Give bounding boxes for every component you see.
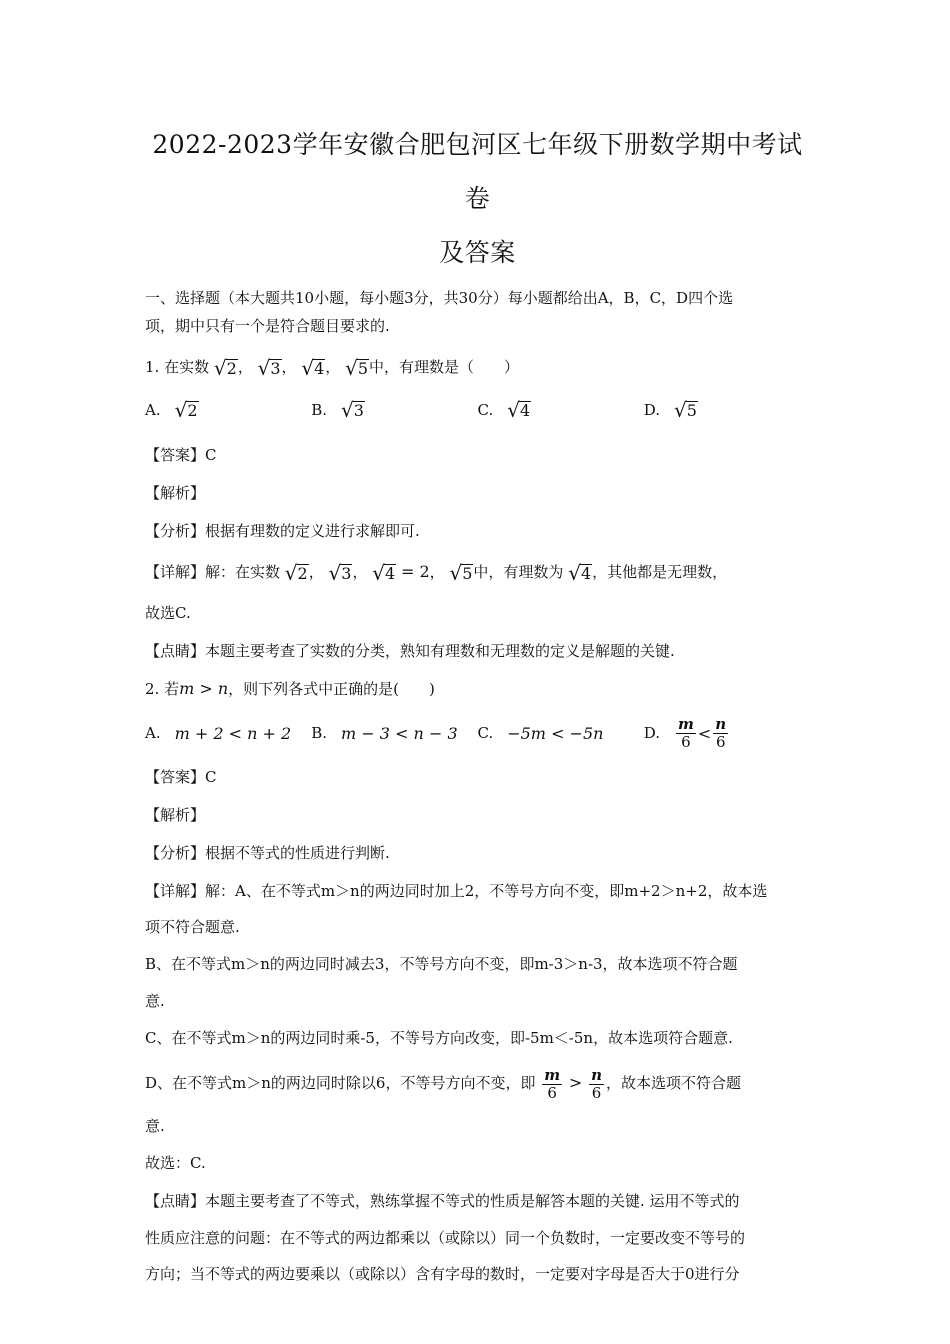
q1-jiexi: 【解析】 (145, 484, 206, 502)
q2-options (145, 708, 810, 758)
doc-title-line2: 及答案 (439, 238, 516, 267)
q2-detail-a-line2: 项不符合题意. (145, 918, 240, 936)
q2-dianjing-line1: 【点睛】本题主要考查了不等式，熟练掌握不等式的性质是解答本题的关键. 运用不等式的 (145, 1192, 740, 1210)
q1-option-b[interactable]: B. √ 3 (311, 398, 364, 422)
sqrt-3: √ 3 (257, 356, 281, 380)
q2-detail-d-line2: 意. (145, 1117, 165, 1135)
q1-stem: 1. 在实数 √ 2 ， √ 3 ， √ 4 ， √ 5 中，有理数是（ ） (145, 356, 520, 380)
section1-heading-line2: 项，期中只有一个是符合题目要求的. (145, 317, 390, 335)
q2-detail-b-line1: B、在不等式m＞n的两边同时减去3，不等号方向不变，即m-3＞n-3，故本选项不符合题 (145, 955, 738, 973)
q1-dianjing: 【点睛】本题主要考查了实数的分类，熟知有理数和无理数的定义是解题的关键. (145, 642, 675, 660)
q2-stem: 2. 若m > n，则下列各式中正确的是( ) (145, 679, 435, 698)
q1-detail: 【详解】解：在实数 √ 2 ， √ 3 ， √ 4 = 2， √ 5 中，有理数为 √ 4 ，其他都是无理数， (145, 561, 728, 585)
doc-title-line1: 2022-2023学年安徽合肥包河区七年级下册数学期中考试卷 (152, 130, 803, 213)
q1-fenxi: 【分析】根据有理数的定义进行求解即可. (145, 522, 420, 540)
q2-option-b[interactable]: B. m − 3 < n − 3 (311, 723, 458, 743)
q1-option-d[interactable]: D. √ 5 (643, 398, 697, 422)
section1-heading-line1: 一、选择题（本大题共10小题，每小题3分，共30分）每小题都给出A，B，C，D四个选 (145, 289, 734, 307)
document-page (145, 118, 810, 1292)
q2-detail-a-line1: 【详解】解：A、在不等式m＞n的两边同时加上2，不等号方向不变，即m+2＞n+2，故本选 (145, 882, 768, 900)
q2-detail-d-line1: D、在不等式m＞n的两边同时除以6，不等号方向不变，即 $\frac{m}{6}$ > $\frac{n}{6}$ ，故本选项不符合题 (145, 1066, 742, 1102)
q1-options (145, 390, 810, 430)
q1-conclusion: 故选C. (145, 604, 191, 622)
q2-conclusion: 故选：C. (145, 1154, 206, 1172)
q1-answer: 【答案】C (145, 446, 217, 464)
q2-fenxi: 【分析】根据不等式的性质进行判断. (145, 844, 390, 862)
q2-option-c[interactable]: C. −5m < −5n (477, 723, 604, 743)
q2-dianjing-line3: 方向；当不等式的两边要乘以（或除以）含有字母的数时，一定要对字母是否大于0进行分 (145, 1265, 740, 1283)
q2-jiexi: 【解析】 (145, 806, 206, 824)
q2-option-a[interactable]: A. m + 2 < n + 2 (145, 723, 292, 743)
q1-option-c[interactable]: C. √ 4 (477, 398, 531, 422)
sqrt-2: √ 2 (213, 356, 237, 380)
q1-option-a[interactable]: A. √ 2 (145, 398, 198, 422)
q2-dianjing-line2: 性质应注意的问题：在不等式的两边都乘以（或除以）同一个负数时，一定要改变不等号的 (145, 1229, 746, 1247)
q2-answer: 【答案】C (145, 768, 217, 786)
sqrt-4: √ 4 (301, 356, 325, 380)
q2-detail-c: C、在不等式m＞n的两边同时乘-5，不等号方向改变，即-5m＜-5n，故本选项符合题意. (145, 1029, 733, 1047)
q2-option-d[interactable]: D. $\frac{m}{6}$ < $\frac{n}{6}$ (643, 715, 727, 751)
q2-detail-b-line2: 意. (145, 992, 165, 1010)
sqrt-5: √ 5 (345, 356, 369, 380)
